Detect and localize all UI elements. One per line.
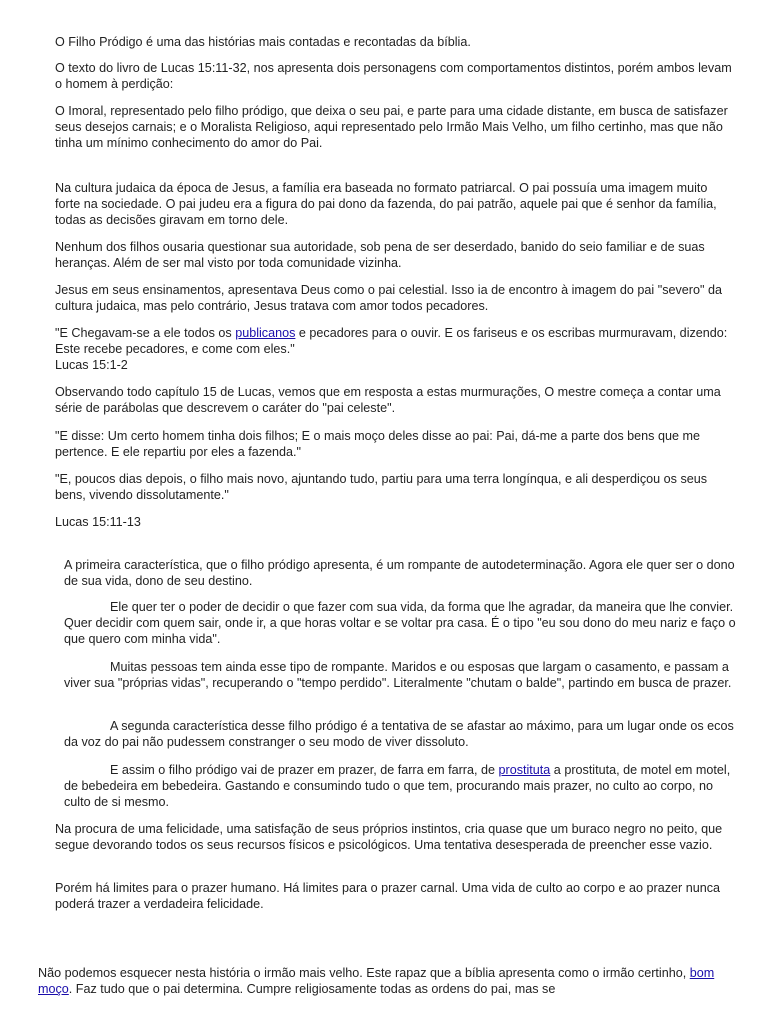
paragraph-intro: O Filho Pródigo é uma das histórias mais contadas e recontadas da bíblia. [55, 35, 471, 49]
irmao-text-after: . Faz tudo que o pai determina. Cumpre religiosamente todas as ordens do pai, mas se [68, 982, 556, 996]
paragraph-nenhum-filho: Nenhum dos filhos ousaria questionar sua autoridade, sob pena de ser deserdado, banido do seio familiar e de suas heranças. Além de ser mal visto por toda comunidade vizinha. [55, 240, 705, 270]
paragraph-primeira-caracteristica: A primeira característica, que o filho pródigo apresenta, é um rompante de autodeterminação. Agora ele quer ser o dono de sua vida, dono de seu destino. [64, 558, 735, 588]
paragraph-segunda-caracteristica-text: A segunda característica desse filho pródigo é a tentativa de se afastar ao máximo, para um lugar onde os ecos da voz do pai não pudessem constranger o seu modo de viver dissoluto. [64, 719, 734, 749]
paragraph-procura-felicidade: Na procura de uma felicidade, uma satisfação de seus próprios instintos, cria quase que um buraco negro no peito, que segue devorando todos os seus recursos físicos e psicológicos. Uma tentativa desesperada de preencher esse vazio. [55, 822, 723, 852]
paragraph-rompante-text: Muitas pessoas tem ainda esse tipo de rompante. Maridos e ou esposas que largam o casamento, e passam a viver sua "próprias vidas", recuperando o "tempo perdido". Literalmente "chutam o balde", partindo em busca de prazer. [64, 660, 732, 690]
paragraph-observando: Observando todo capítulo 15 de Lucas, vemos que em resposta a estas murmurações, O mestre começa a contar uma série de parábolas que descrevem o caráter do "pai celeste". [55, 385, 721, 415]
quote-text-before: "E Chegavam-se a ele todos os [55, 326, 236, 340]
paragraph-text-lucas: O texto do livro de Lucas 15:11-32, nos apresenta dois personagens com comportamentos distintos, porém ambos levam o homem à perdição: [55, 61, 732, 91]
quote-text-after: e pecadores para o ouvir. E os fariseus e os escribas murmuravam, dizendo: Este recebe pecadores, e come com eles." [55, 326, 728, 356]
paragraph-imoral-moralista: O Imoral, representado pelo filho pródigo, que deixa o seu pai, e parte para uma cidade distante, em busca de satisfazer seus desejos carnais; e o Moralista Religioso, aqui representado pelo Irmão Mais Velho, um filho certinho, mas que não tinha um mínimo conhecimento do amor do Pai. [55, 104, 728, 150]
irmao-text-before: Não podemos esquecer nesta história o irmão mais velho. Este rapaz que a bíblia apresenta como o irmão certinho, [38, 966, 690, 980]
paragraph-prazer-em-prazer [64, 762, 736, 810]
prazer-text-before: E assim o filho pródigo vai de prazer em prazer, de farra em farra, de [110, 763, 499, 777]
paragraph-irmao-mais-velho [38, 965, 738, 997]
paragraph-poder-de-decidir-text: Ele quer ter o poder de decidir o que fazer com sua vida, da forma que lhe agradar, da maneira que lhe convier. Quer decidir com quem sair, onde ir, a que horas voltar e se voltar pra casa. É o tipo "eu sou dono do meu nariz e faço o que quero com minha vida". [64, 600, 736, 646]
quote-reference: Lucas 15:1-2 [55, 358, 128, 372]
paragraph-quote-dois-filhos: "E disse: Um certo homem tinha dois filhos; E o mais moço deles disse ao pai: Pai, dá-me a parte dos bens que me pertence. E ele repartiu por eles a fazenda." [55, 429, 700, 459]
link-prostituta[interactable]: prostituta [498, 763, 551, 777]
paragraph-limites-prazer: Porém há limites para o prazer humano. Há limites para o prazer carnal. Uma vida de culto ao corpo e ao prazer nunca poderá trazer a verdadeira felicidade. [55, 881, 721, 911]
paragraph-quote-publicanos [55, 325, 735, 373]
paragraph-quote-poucos-dias: "E, poucos dias depois, o filho mais novo, ajuntando tudo, partiu para uma terra longínqua, e ali desperdiçou os seus bens, vivendo dissolutamente." [55, 472, 708, 502]
paragraph-cultura-judaica: Na cultura judaica da época de Jesus, a família era baseada no formato patriarcal. O pai possuía uma imagem muito forte na sociedade. O pai judeu era a figura do pai dono da fazenda, do pai patrão, aquele pai que é senhor da família, todas as decisões giravam em torno dele. [55, 181, 717, 227]
reference-lucas-15-11-13: Lucas 15:11-13 [55, 515, 141, 529]
paragraph-segunda-caracteristica [64, 718, 736, 750]
paragraph-rompante [64, 659, 736, 691]
paragraph-poder-de-decidir [64, 599, 736, 647]
prazer-text-after: a prostituta, de motel em motel, de bebedeira em bebedeira. Gastando e consumindo tudo o que tem, procurando mais prazer, no culto ao corpo, no culto de si mesmo. [64, 763, 731, 809]
paragraph-jesus-ensinamentos: Jesus em seus ensinamentos, apresentava Deus como o pai celestial. Isso ia de encontro à imagem do pai "severo" da cultura judaica, mas pelo contrário, Jesus tratava com amor todos pecadores. [55, 283, 722, 313]
link-publicanos[interactable]: publicanos [235, 326, 296, 340]
link-bom-moco[interactable]: bom moço [38, 966, 715, 996]
